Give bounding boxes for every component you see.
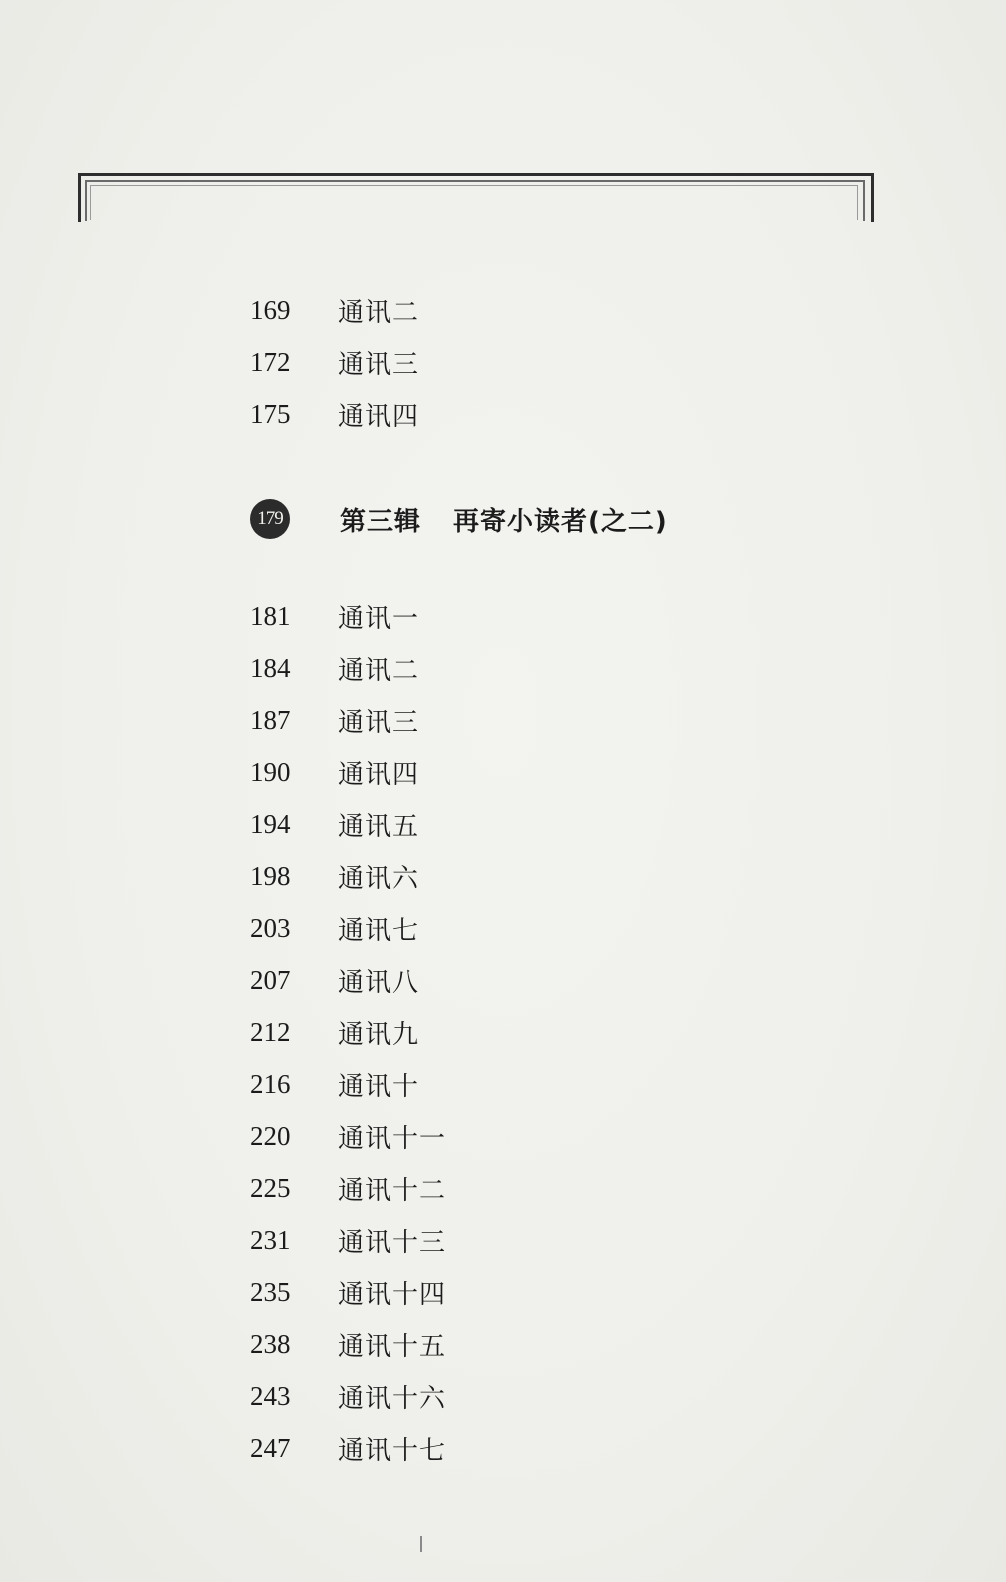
toc-entry-title: 通讯七 [338, 915, 420, 946]
toc-entry [250, 908, 670, 948]
toc-entry [250, 342, 670, 382]
section-label: 第三辑 [340, 506, 422, 537]
toc-page-number: 231 [250, 1224, 291, 1255]
toc-entry [250, 648, 670, 688]
toc-page-number: 169 [250, 294, 291, 325]
toc-entry [250, 290, 670, 330]
decorative-header-frame [78, 173, 870, 221]
toc-entry [250, 856, 670, 896]
page-folio-mark [420, 1536, 422, 1552]
toc-entry-title: 通讯三 [338, 707, 420, 738]
section-title: 再寄小读者(之二) [453, 506, 668, 537]
toc-page-number: 216 [250, 1068, 291, 1099]
toc-entry [250, 596, 670, 636]
toc-entry-title: 通讯十五 [338, 1331, 447, 1362]
toc-entry [250, 1376, 670, 1416]
toc-page-number: 190 [250, 756, 291, 787]
toc-entry [250, 700, 670, 740]
toc-entry-title: 通讯十二 [338, 1175, 447, 1206]
toc-entry-title: 通讯四 [338, 759, 420, 790]
frame-inner-border [90, 185, 858, 220]
toc-entry [250, 1064, 670, 1104]
toc-entry [250, 752, 670, 792]
toc-entry-title: 通讯二 [338, 297, 420, 328]
toc-entry [250, 804, 670, 844]
section-page-badge: 179 [250, 499, 290, 539]
toc-entry-title: 通讯十三 [338, 1227, 447, 1258]
toc-page-number: 181 [250, 600, 291, 631]
toc-entry-title: 通讯六 [338, 863, 420, 894]
toc-entry [250, 1220, 670, 1260]
toc-page-number: 238 [250, 1328, 291, 1359]
toc-entry [250, 1428, 670, 1468]
toc-page-number: 194 [250, 808, 291, 839]
toc-page-number: 198 [250, 860, 291, 891]
toc-page-number: 207 [250, 964, 291, 995]
toc-page-number: 175 [250, 398, 291, 429]
toc-entry [250, 1324, 670, 1364]
section-heading [250, 497, 668, 541]
toc-entry [250, 1272, 670, 1312]
toc-entry-title: 通讯五 [338, 811, 420, 842]
toc-entry [250, 1116, 670, 1156]
toc-page-number: 247 [250, 1432, 291, 1463]
toc-page-number: 220 [250, 1120, 291, 1151]
toc-entry [250, 1012, 670, 1052]
toc-entry-title: 通讯四 [338, 401, 420, 432]
toc-entry-title: 通讯十六 [338, 1383, 447, 1414]
toc-page-number: 235 [250, 1276, 291, 1307]
toc-page-number: 187 [250, 704, 291, 735]
toc-entry-title: 通讯九 [338, 1019, 420, 1050]
toc-page-number: 184 [250, 652, 291, 683]
toc-entry-title: 通讯二 [338, 655, 420, 686]
toc-page-number: 212 [250, 1016, 291, 1047]
toc-entry-title: 通讯十 [338, 1071, 420, 1102]
toc-entry [250, 394, 670, 434]
toc-entry-title: 通讯十七 [338, 1435, 447, 1466]
toc-entry-title: 通讯一 [338, 603, 420, 634]
toc-entry-title: 通讯十四 [338, 1279, 447, 1310]
toc-entry-title: 通讯八 [338, 967, 420, 998]
toc-page-number: 225 [250, 1172, 291, 1203]
toc-entry-title: 通讯三 [338, 349, 420, 380]
toc-entry [250, 960, 670, 1000]
toc-entry-title: 通讯十一 [338, 1123, 447, 1154]
toc-page-number: 203 [250, 912, 291, 943]
toc-page-number: 172 [250, 346, 291, 377]
toc-page-number: 243 [250, 1380, 291, 1411]
toc-entry [250, 1168, 670, 1208]
